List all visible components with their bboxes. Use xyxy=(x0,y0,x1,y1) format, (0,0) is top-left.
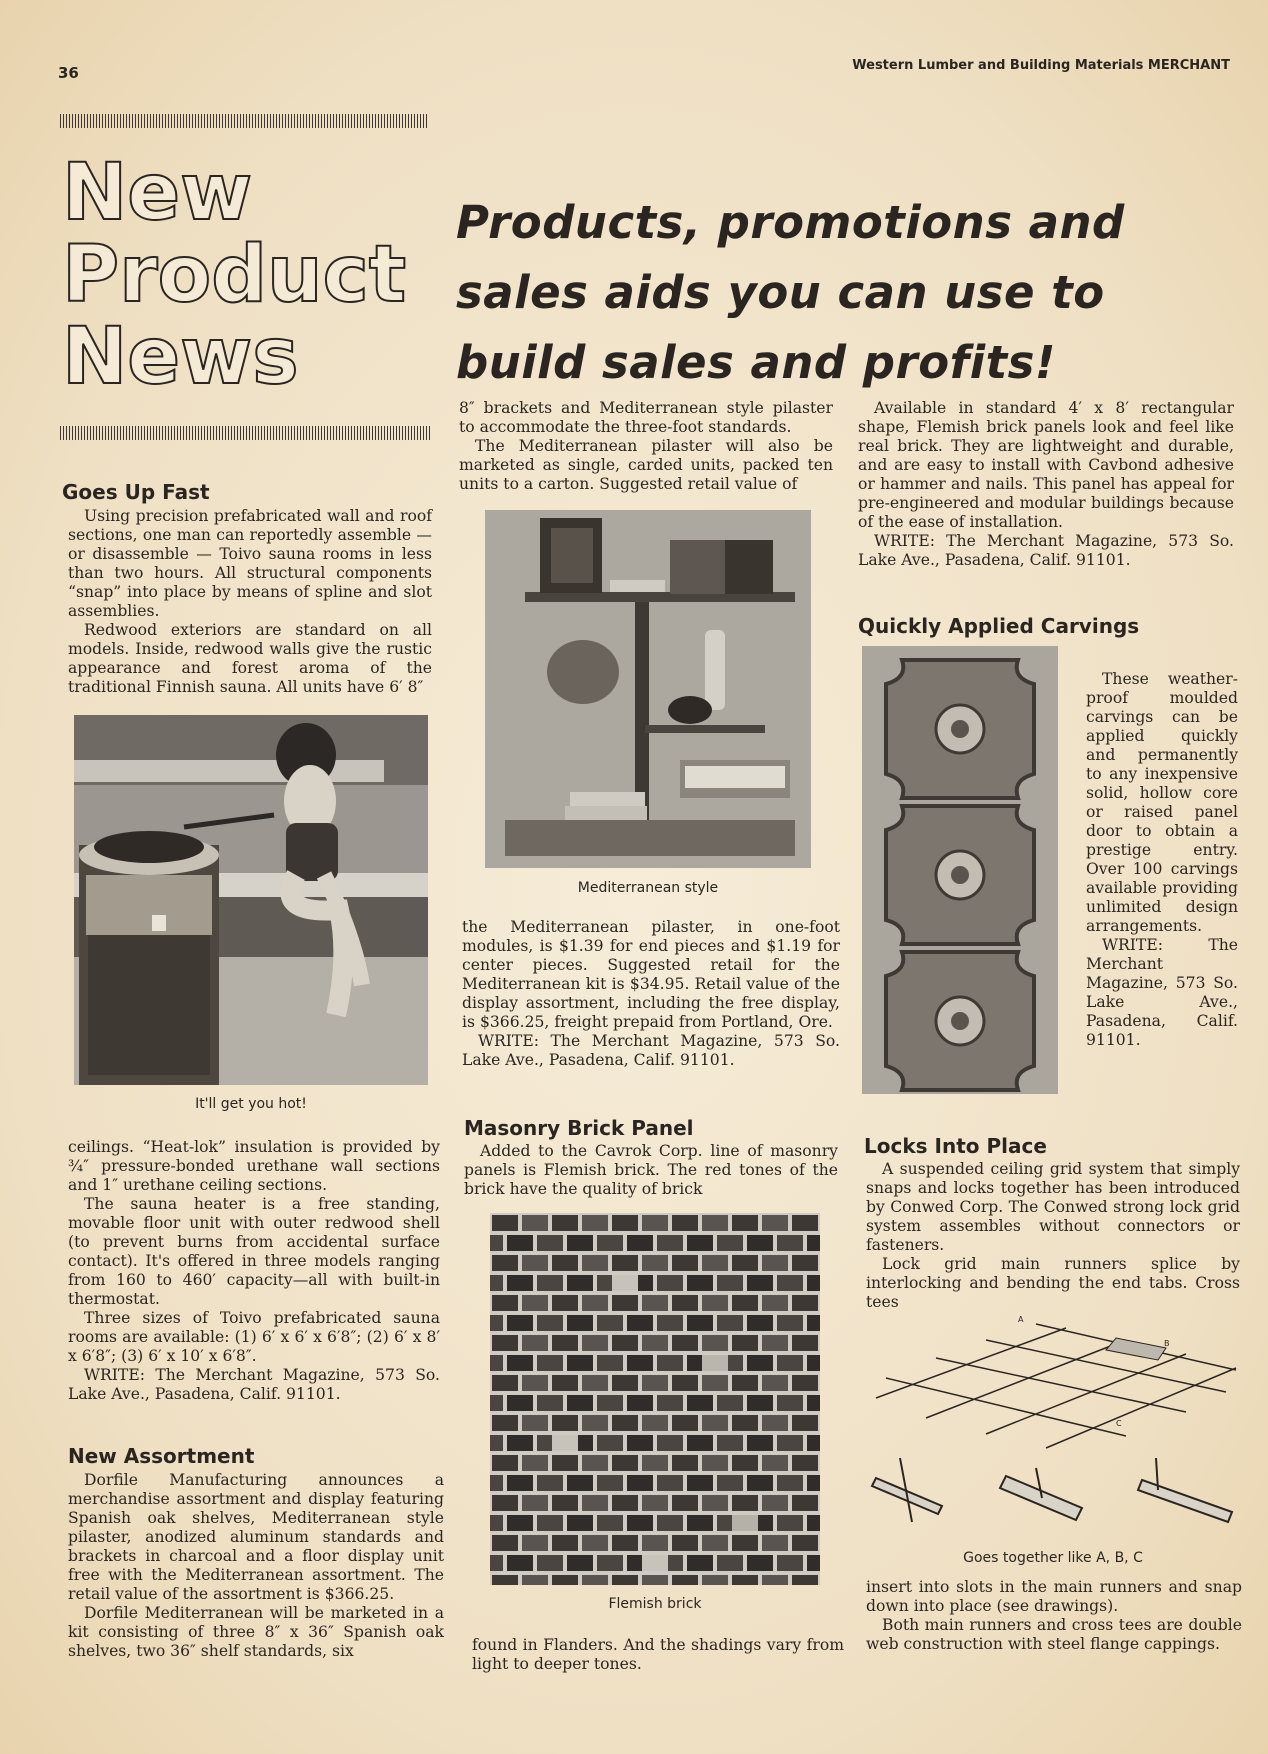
goes-up-fast-body-bottom xyxy=(68,1138,440,1404)
shelf-photo-caption: Mediterranean style xyxy=(577,880,719,896)
diagram-label-a: A xyxy=(1018,1315,1024,1324)
new-assortment-paragraph: Dorfile Manufacturing announces a merchandise assortment and display featuring Spanish oak shelves, Mediterranean style pilaster, anodized aluminum standards and brackets in charcoal and a floor display unit free with the Mediterranean assortment. The retail value of the assortment is $366.25. xyxy=(68,1471,444,1603)
goes-up-fast-paragraph: The sauna heater is a free standing, movable floor unit with outer redwood shell (to prevent burns from accidental surface contact). It's offered in three models ranging from 160 to 460′ capacity—all with built-in thermostat. xyxy=(68,1195,440,1308)
new-assortment-body-col1 xyxy=(68,1471,444,1661)
flemish-brick-photo xyxy=(490,1213,820,1585)
section-title-line-1: New xyxy=(62,148,253,238)
diagram-label-c: C xyxy=(1116,1419,1122,1428)
goes-up-fast-paragraph: Using precision prefabricated wall and roof sections, one man can reportedly assemble — or disassemble — Toivo sauna rooms in less than two hours. All structural components “snap” into place by means of spline and slot assemblies. xyxy=(68,507,432,620)
page-number: 36 xyxy=(58,64,79,82)
new-assortment-paragraph: the Mediterranean pilaster, in one-foot modules, is $1.39 for end pieces and $1.19 for center pieces. Suggested retail for the Mediterranean kit is $34.95. Retail value of the display assortment, including the free display, is $366.25, freight prepaid from Portland, Ore. xyxy=(462,918,840,1031)
carvings-body xyxy=(1086,670,1238,1050)
ceiling-grid-drawing xyxy=(866,1308,1240,1546)
locks-paragraph: A suspended ceiling grid system that simply snaps and locks together has been introduced by Conwed Corp. The Conwed strong lock grid system assembles without connectors or fasteners. xyxy=(866,1160,1240,1254)
locks-paragraph: Lock grid main runners splice by interlocking and bending the end tabs. Cross tees xyxy=(866,1255,1240,1311)
masonry-brick-body-top xyxy=(464,1142,838,1199)
door-carvings-photo xyxy=(862,646,1058,1094)
publication-running-head: Western Lumber and Building Materials MERCHANT xyxy=(852,58,1230,73)
goes-up-fast-paragraph: Redwood exteriors are standard on all models. Inside, redwood walls give the rustic appearance and forest aroma of the traditional Finnish sauna. All units have 6′ 8″ xyxy=(68,621,432,696)
new-assortment-paragraph: Dorfile Mediterranean will be marketed in a kit consisting of three 8″ x 36″ Spanish oak shelves, two 36″ shelf standards, six xyxy=(68,1604,444,1660)
brick-photo-caption: Flemish brick xyxy=(608,1596,702,1612)
goes-up-fast-heading: Goes Up Fast xyxy=(62,480,210,504)
masonry-brick-body-bottom xyxy=(472,1636,844,1674)
ceiling-diagram-caption: Goes together like A, B, C xyxy=(963,1550,1143,1566)
shelf-illustration xyxy=(485,510,811,868)
locks-body-top xyxy=(866,1160,1240,1312)
new-assortment-body-col2-bottom xyxy=(462,918,840,1070)
carvings-paragraph: These weather-proof moulded carvings can be applied quickly and permanently to any inexpensive solid, hollow core or raised panel door to obtain a prestige entry. Over 100 carvings available providing unlimited design arrangements. xyxy=(1086,670,1238,935)
masonry-write: WRITE: The Merchant Magazine, 573 So. Lake Ave., Pasadena, Calif. 91101. xyxy=(858,532,1234,569)
goes-up-fast-paragraph: ceilings. “Heat-lok” insulation is provided by ¾″ pressure-bonded urethane wall sections and 1″ urethane ceiling sections. xyxy=(68,1138,440,1194)
page-headline: Products, promotions and sales aids you can use to build sales and profits! xyxy=(456,196,1125,389)
section-title-line-3: News xyxy=(62,312,299,402)
hatch-rule-top xyxy=(60,114,428,128)
mediterranean-shelf-photo xyxy=(485,510,811,868)
masonry-paragraph: Available in standard 4′ x 8′ rectangular shape, Flemish brick panels look and feel like real brick. They are lightweight and durable, and are easy to install with Cavbond adhesive or hammer and nails. This panel has appeal for pre-engineered and modular buildings because of the ease of installation. xyxy=(858,399,1234,531)
locks-paragraph: insert into slots in the main runners and snap down into place (see drawings). xyxy=(866,1578,1242,1615)
hatch-rule-bottom xyxy=(60,426,432,440)
goes-up-fast-write: WRITE: The Merchant Magazine, 573 So. Lake Ave., Pasadena, Calif. 91101. xyxy=(68,1366,440,1403)
new-assortment-paragraph: 8″ brackets and Mediterranean style pilaster to accommodate the three-foot standards. xyxy=(459,399,833,436)
diagram-label-b: B xyxy=(1164,1339,1170,1348)
goes-up-fast-body-top xyxy=(68,507,432,697)
carvings-illustration xyxy=(862,646,1058,1094)
new-assortment-paragraph: The Mediterranean pilaster will also be marketed as single, carded units, packed ten units to a carton. Suggested retail value of xyxy=(459,437,833,493)
ceiling-grid-diagram xyxy=(866,1308,1240,1546)
masonry-brick-heading: Masonry Brick Panel xyxy=(464,1116,694,1140)
locks-paragraph: Both main runners and cross tees are double web construction with steel flange cappings. xyxy=(866,1616,1242,1653)
section-title xyxy=(62,148,407,402)
new-assortment-body-col2-top xyxy=(459,399,833,494)
new-assortment-write: WRITE: The Merchant Magazine, 573 So. Lake Ave., Pasadena, Calif. 91101. xyxy=(462,1032,840,1069)
masonry-brick-body-col3 xyxy=(858,399,1234,570)
locks-heading: Locks Into Place xyxy=(864,1134,1047,1158)
locks-body-bottom xyxy=(866,1578,1242,1654)
sauna-illustration xyxy=(74,715,428,1085)
sauna-photo-caption: It'll get you hot! xyxy=(195,1096,307,1112)
sauna-photo xyxy=(74,715,428,1085)
goes-up-fast-paragraph: Three sizes of Toivo prefabricated sauna rooms are available: (1) 6′ x 6′ x 6′8″; (2) 6′ x 8′ x 6′8″; (3) 6′ x 10′ x 6′8″. xyxy=(68,1309,440,1365)
section-title-line-2: Product xyxy=(62,230,407,320)
masonry-paragraph: found in Flanders. And the shadings vary from light to deeper tones. xyxy=(472,1636,844,1673)
carvings-write: WRITE: The Merchant Magazine, 573 So. Lake Ave., Pasadena, Calif. 91101. xyxy=(1086,936,1238,1049)
masonry-paragraph: Added to the Cavrok Corp. line of masonry panels is Flemish brick. The red tones of the brick have the quality of brick xyxy=(464,1142,838,1198)
brick-pattern xyxy=(490,1213,820,1585)
carvings-heading: Quickly Applied Carvings xyxy=(858,614,1140,638)
new-assortment-heading: New Assortment xyxy=(68,1444,255,1468)
